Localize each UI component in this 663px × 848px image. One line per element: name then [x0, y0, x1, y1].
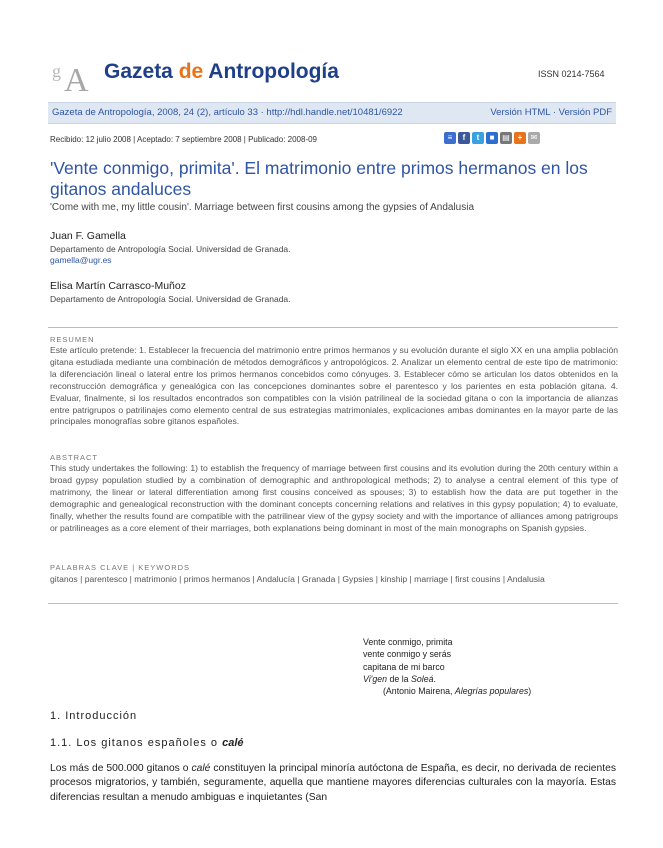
subsection-heading — [50, 737, 244, 749]
poem-italic: Vi'gen — [363, 673, 388, 684]
add-icon[interactable]: + — [514, 132, 526, 144]
html-version-link[interactable]: Versión HTML — [490, 107, 551, 118]
abstract-text: This study undertakes the following: 1) to establish the frequency of marriage between first cousins and its evolution during the 20th century within a broad gypsy population studied by a combination of demographic and anthropological methods; 2) to analyse a central element of this type of matrimony, the linear or lateral differentiation among first cousins conceived as spouses; 3) to establish how the data are put together in the demographic and genealogical reconstruction with the dominant concepts concerning relations and relatives in this gypsy population; 4) to evaluate, finally, whether the results found are compatible with the patrilinear view of the gypsy society and with the importance of alliances among patrigroups or patrilineages as a core element of their marriages, both explanations being dominant in most of the main monographs on Spanish gypsies. — [50, 463, 618, 533]
attr-italic: Alegrías populares — [454, 686, 529, 697]
subsection-heading-term: calé — [222, 737, 244, 749]
divider — [48, 603, 618, 604]
resumen-text: Este artículo pretende: 1. Establecer la frecuencia del matrimonio entre primos hermanos y su evolución durante el siglo XX en una amplia población gitana estudiada mediante una combinación de métodos demográficos y antropológicos. 2. Analizar un elemento central de este tipo de matrimonio: la diferenciación lineal o lateral entre los primos hermanos concebidos como cónyuges. 3. Establecer cómo se articulan los datos obtenidos en la reconstrucción demográfica y genealógica con las concepciones dominantes sobre el parentesco y los parientes en esta población gitana. 4. Evaluar, finalmente, si los resultados encontrados son compatibles con la visión patrilineal de la sociedad gitana o con la importancia de alianzas entre patrigrupos o patrilinajes como elemento central de sus estrategias matrimoniales, explicaciones ambas dominantes en la mayor parte de las principales monografías sobre gitanos españoles. — [50, 345, 618, 427]
facebook-icon[interactable]: f — [458, 132, 470, 144]
divider — [48, 327, 618, 328]
citation-bar — [48, 102, 616, 124]
subsection-heading-text: 1.1. Los gitanos españoles o — [50, 737, 223, 749]
journal-title[interactable] — [104, 60, 339, 84]
svg-text:g: g — [52, 61, 61, 81]
journal-logo-mark — [50, 55, 96, 95]
body-text: Los más de 500.000 gitanos o — [50, 763, 192, 774]
poem-text: . — [433, 673, 436, 684]
poem-attribution — [363, 685, 531, 697]
author-block-1 — [50, 230, 291, 265]
pdf-version-link[interactable]: Versión PDF — [558, 107, 612, 118]
publication-dates: Recibido: 12 julio 2008 | Aceptado: 7 septiembre 2008 | Publicado: 2008-09 — [50, 135, 318, 144]
body-term: calé — [191, 763, 211, 774]
keywords-text: gitanos | parentesco | matrimonio | primos hermanos | Andalucía | Granada | Gypsies | kinship | marriage | first cousins | Andalusia — [50, 574, 545, 584]
author-email-link[interactable]: gamella@ugr.es — [50, 255, 112, 265]
version-separator: · — [552, 107, 557, 118]
author-name: Elisa Martín Carrasco-Muñoz — [50, 280, 186, 292]
svg-text:A: A — [64, 62, 89, 95]
author-affiliation: Departamento de Antropología Social. Universidad de Granada. — [50, 294, 291, 304]
resumen-label: RESUMEN — [50, 335, 95, 344]
section-heading-introduccion: 1. Introducción — [50, 710, 138, 722]
journal-title-prefix: Gazeta — [104, 60, 173, 83]
body-text: constituyen la principal minoría autóctona de España, es decir, no derivada de recientes procesos migratorios, y también, seguramente, aquella que mantiene mayores diferencias culturales con la mayoría. Estas diferencias resultan a menudo ambiguas e inquietantes (San — [50, 763, 616, 803]
email-icon[interactable]: ✉ — [528, 132, 540, 144]
attr-text: ) — [528, 686, 532, 697]
twitter-icon[interactable]: t — [472, 132, 484, 144]
issn: ISSN 0214-7564 — [538, 69, 605, 79]
body-paragraph — [50, 762, 616, 805]
keywords-label: PALABRAS CLAVE | KEYWORDS — [50, 563, 191, 572]
author-block-2 — [50, 280, 291, 304]
share-toolbar — [444, 132, 540, 145]
poem-text: de la — [387, 673, 411, 684]
citation-link[interactable]: Gazeta de Antropología, 2008, 24 (2), artículo 33 · http://hdl.handle.net/10481/6922 — [52, 107, 403, 118]
article-subtitle: 'Come with me, my little cousin'. Marriage between first cousins among the gypsies of Andalusia — [50, 202, 475, 213]
version-links — [490, 107, 612, 118]
epigraph-poem — [363, 636, 531, 697]
poem-line: Vente conmigo, primita — [363, 637, 453, 647]
abstract-label: ABSTRACT — [50, 453, 99, 462]
journal-title-de: de — [178, 60, 204, 83]
delicious-icon[interactable]: ■ — [486, 132, 498, 144]
poem-line — [363, 673, 531, 685]
journal-title-suffix: Antropología — [208, 60, 339, 83]
share-icon[interactable]: ≡ — [444, 132, 456, 144]
print-icon[interactable]: ▤ — [500, 132, 512, 144]
author-affiliation: Departamento de Antropología Social. Universidad de Granada. — [50, 244, 291, 254]
article-title: 'Vente conmigo, primita'. El matrimonio entre primos hermanos en los gitanos andaluces — [50, 158, 588, 199]
poem-line: capitana de mi barco — [363, 661, 445, 672]
attr-text: (Antonio Mairena, — [383, 686, 455, 697]
poem-line: vente conmigo y serás — [363, 649, 452, 660]
poem-italic: Soleá — [411, 673, 434, 684]
author-name: Juan F. Gamella — [50, 230, 126, 242]
